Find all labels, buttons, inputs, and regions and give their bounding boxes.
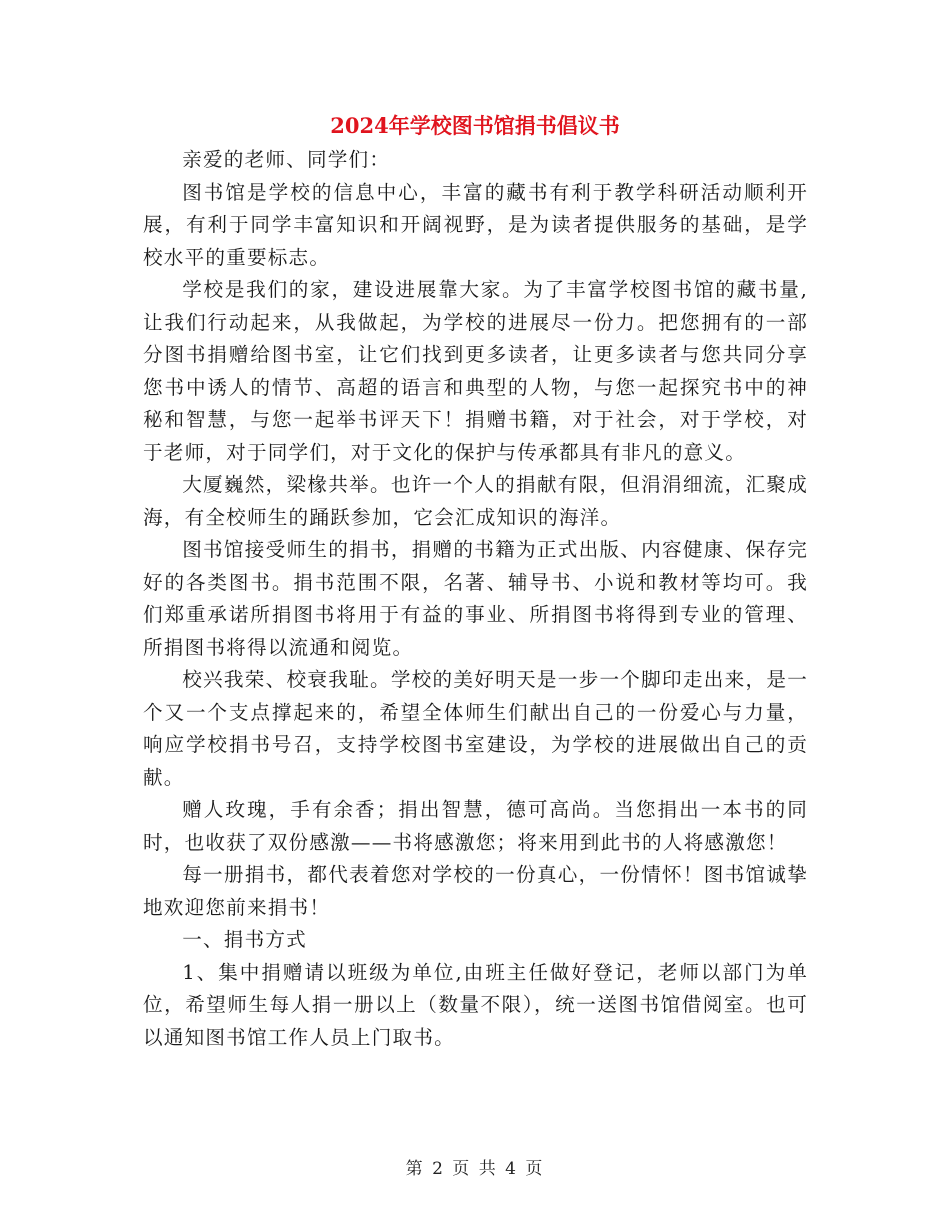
document-body [143, 144, 808, 1054]
paragraph: 校兴我荣、校衰我耻。学校的美好明天是一步一个脚印走出来，是一个又一个支点撑起来的，希望全体师生们献出自己的一份爱心与力量，响应学校捐书号召，支持学校图书室建设，为学校的进展做出自己的贡献。 [143, 668, 808, 789]
paragraph: 图书馆接受师生的捐书，捐赠的书籍为正式出版、内容健康、保存完好的各类图书。捐书范围不限，名著、辅导书、小说和教材等均可。我们郑重承诺所捐图书将用于有益的事业、所捐图书将得到专业的管理、所捐图书将得以流通和阅览。 [143, 538, 808, 659]
section-heading: 一、捐书方式 [182, 928, 307, 951]
greeting: 亲爱的老师、同学们： [182, 148, 391, 171]
document-title: 2024年学校图书馆捐书倡议书 [330, 113, 620, 138]
paragraph: 赠人玫瑰，手有余香；捐出智慧，德可高尚。当您捐出一本书的同时，也收获了双份感激——书将感激您；将来用到此书的人将感激您！ [143, 798, 808, 854]
paragraph: 学校是我们的家，建设进展靠大家。为了丰富学校图书馆的藏书量,让我们行动起来，从我做起，为学校的进展尽一份力。把您拥有的一部分图书捐赠给图书室，让它们找到更多读者，让更多读者与您共同分享您书中诱人的情节、高超的语言和典型的人物，与您一起探究书中的神秘和智慧，与您一起举书评天下！捐赠书籍，对于社会，对于学校，对于老师，对于同学们，对于文化的保护与传承都具有非凡的意义。 [143, 278, 808, 464]
paragraph: 图书馆是学校的信息中心，丰富的藏书有利于教学科研活动顺利开展，有利于同学丰富知识和开阔视野，是为读者提供服务的基础，是学校水平的重要标志。 [143, 180, 808, 269]
paragraph: 大厦巍然，梁椽共举。也许一个人的捐献有限，但涓涓细流，汇聚成海，有全校师生的踊跃参加，它会汇成知识的海洋。 [143, 473, 808, 529]
paragraph: 1、集中捐赠请以班级为单位,由班主任做好登记，老师以部门为单位，希望师生每人捐一册以上（数量不限），统一送图书馆借阅室。也可以通知图书馆工作人员上门取书。 [143, 960, 808, 1049]
paragraph: 每一册捐书，都代表着您对学校的一份真心，一份情怀！图书馆诚挚地欢迎您前来捐书！ [143, 863, 808, 919]
page-footer: 第 2 页 共 4 页 [405, 1159, 545, 1179]
